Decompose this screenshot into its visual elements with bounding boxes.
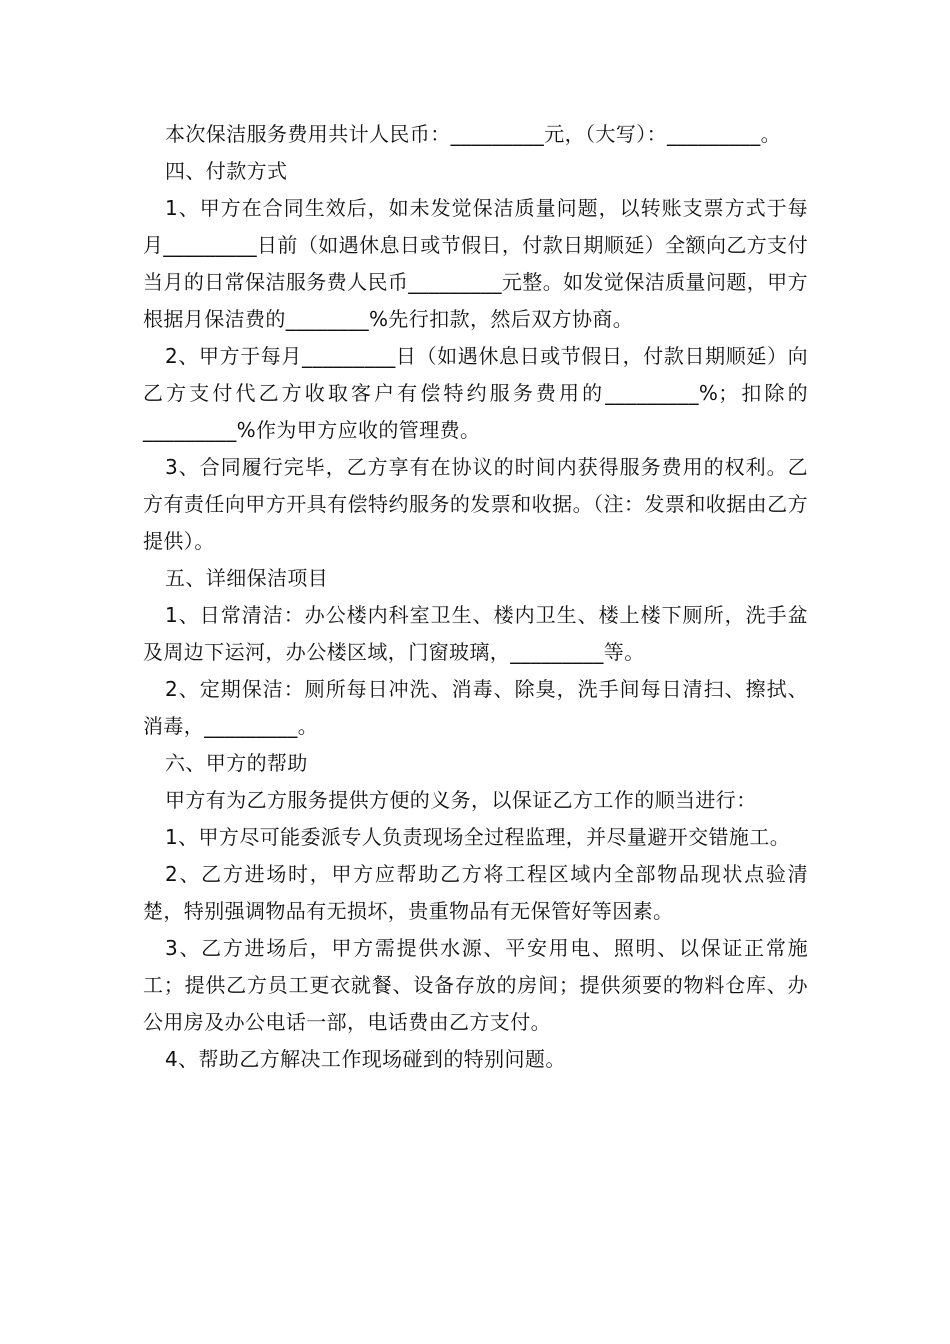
help-intro: 甲方有为乙方服务提供方便的义务，以保证乙方工作的顺当进行： — [165, 788, 757, 812]
cleaning-item-1: 1、日常清洁：办公楼内科室卫生、楼内卫生、楼上楼下厕所，洗手盆及周边下运河，办公楼区域，门窗玻璃，_________等。 — [143, 603, 808, 664]
help-clause-3: 3、乙方进场后，甲方需提供水源、平安用电、照明、以保证正常施工；提供乙方员工更衣就餐、设备存放的房间；提供须要的物料仓库、办公用房及办公电话一部，电话费由乙方支付。 — [143, 936, 808, 1034]
section-heading-cleaning-items: 五、详细保洁项目 — [165, 566, 329, 590]
section-heading-payment: 四、付款方式 — [165, 159, 288, 183]
fee-total-paragraph: 本次保洁服务费用共计人民币：_________元，（大写）：_________。 — [165, 122, 781, 146]
payment-clause-1: 1、甲方在合同生效后，如未发觉保洁质量问题，以转账支票方式于每月_________日前（如遇休息日或节假日，付款日期顺延）全额向乙方支付当月的日常保洁服务费人民币_________元整。如发觉保洁质量问题，甲方根据月保洁费的________%先行扣款，然后双方协商。 — [143, 196, 808, 331]
help-clause-1: 1、甲方尽可能委派专人负责现场全过程监理，并尽量避开交错施工。 — [165, 825, 791, 849]
payment-clause-2: 2、甲方于每月_________日（如遇休息日或节假日，付款日期顺延）向乙方支付代乙方收取客户有偿特约服务费用的_________%；扣除的_________%作为甲方应收的管理费。 — [143, 344, 808, 442]
section-heading-party-a-help: 六、甲方的帮助 — [165, 751, 308, 775]
help-clause-2: 2、乙方进场时，甲方应帮助乙方将工程区域内全部物品现状点验清楚，特别强调物品有无损坏，贵重物品有无保管好等因素。 — [143, 862, 808, 923]
cleaning-item-2: 2、定期保洁：厕所每日冲洗、消毒、除臭，洗手间每日清扫、擦拭、消毒，_________。 — [143, 677, 808, 738]
payment-clause-3: 3、合同履行完毕，乙方享有在协议的时间内获得服务费用的权利。乙方有责任向甲方开具有偿特约服务的发票和收据。（注：发票和收据由乙方提供）。 — [143, 455, 808, 553]
help-clause-4: 4、帮助乙方解决工作现场碰到的特别问题。 — [165, 1047, 566, 1071]
document-body — [143, 116, 808, 1078]
